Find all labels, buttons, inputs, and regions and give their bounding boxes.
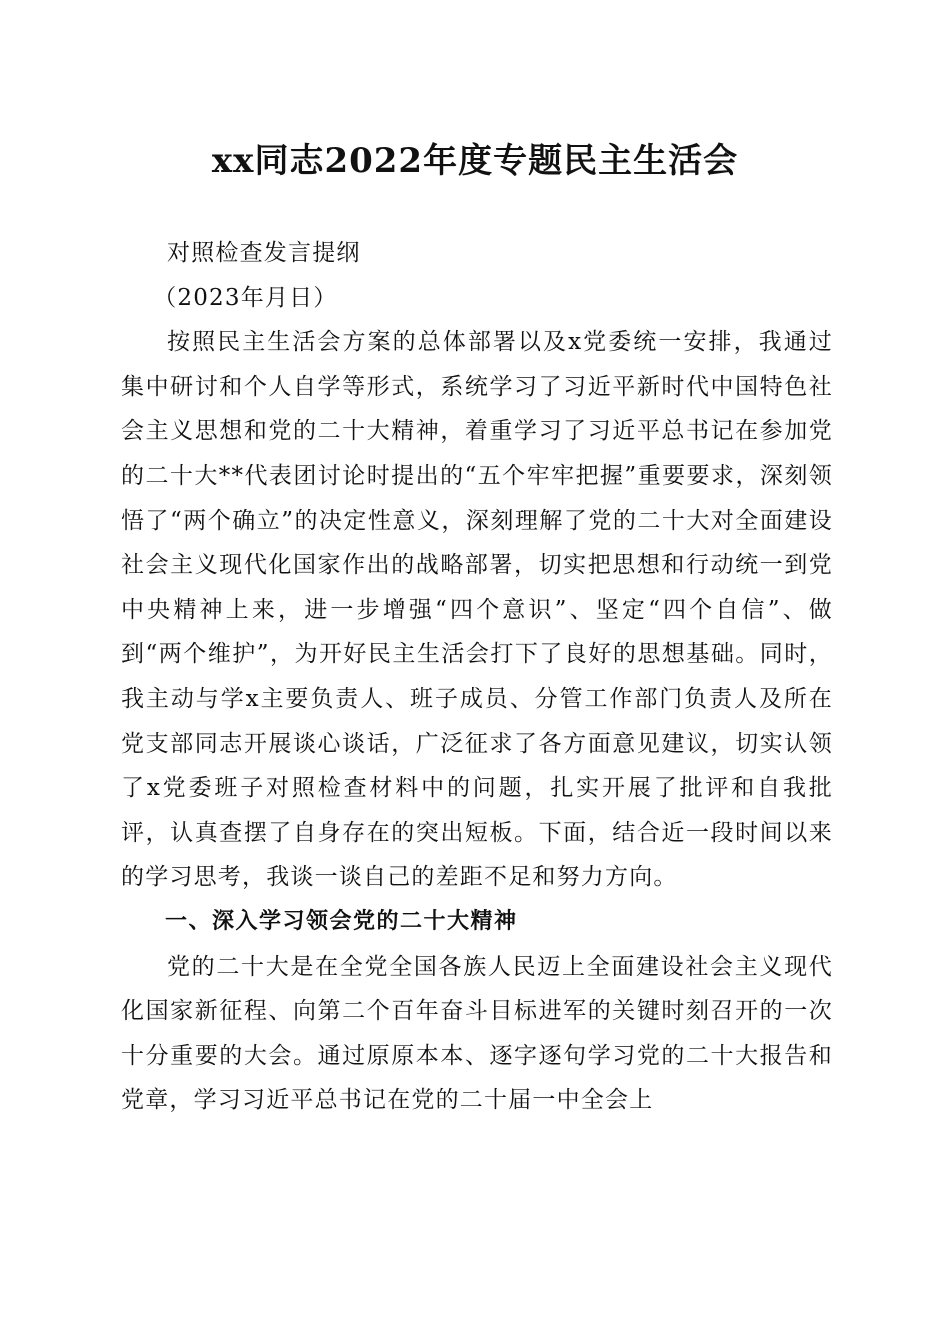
section-heading-1: 一、深入学习领会党的二十大精神 — [165, 908, 518, 934]
paragraph-section-1: 党的二十大是在全党全国各族人民迈上全面建设社会主义现代化国家新征程、向第二个百年奋斗目标进军的关键时刻召开的一次十分重要的大会。通过原原本本、逐字逐句学习党的二十大报告和党章，学习习近平总书记在党的二十届一中全会上 — [121, 953, 833, 1114]
document-subtitle: 对照检查发言提纲 — [167, 240, 361, 266]
paragraph-intro: 按照民主生活会方案的总体部署以及x党委统一安排，我通过集中研讨和个人自学等形式，系统学习了习近平新时代中国特色社会主义思想和党的二十大精神，着重学习了习近平总书记在参加党的二十大**代表团讨论时提出的“五个牢牢把握”重要要求，深刻领悟了“两个确立”的决定性意义，深刻理解了党的二十大对全面建设社会主义现代化国家作出的战略部署，切实把思想和行动统一到党中央精神上来，进一步增强“四个意识”、坚定“四个自信”、做到“两个维护”，为开好民主生活会打下了良好的思想基础。同时，我主动与学x主要负责人、班子成员、分管工作部门负责人及所在党支部同志开展谈心谈话，广泛征求了各方面意见建议，切实认领了x党委班子对照检查材料中的问题，扎实开展了批评和自我批评，认真查摆了自身存在的突出短板。下面，结合近一段时间以来的学习思考，我谈一谈自己的差距不足和努力方向。 — [121, 329, 833, 891]
document-date: （2023年月日） — [153, 284, 338, 311]
document-title: xx同志2022年度专题民主生活会 — [211, 141, 739, 181]
document-body — [121, 231, 833, 1123]
